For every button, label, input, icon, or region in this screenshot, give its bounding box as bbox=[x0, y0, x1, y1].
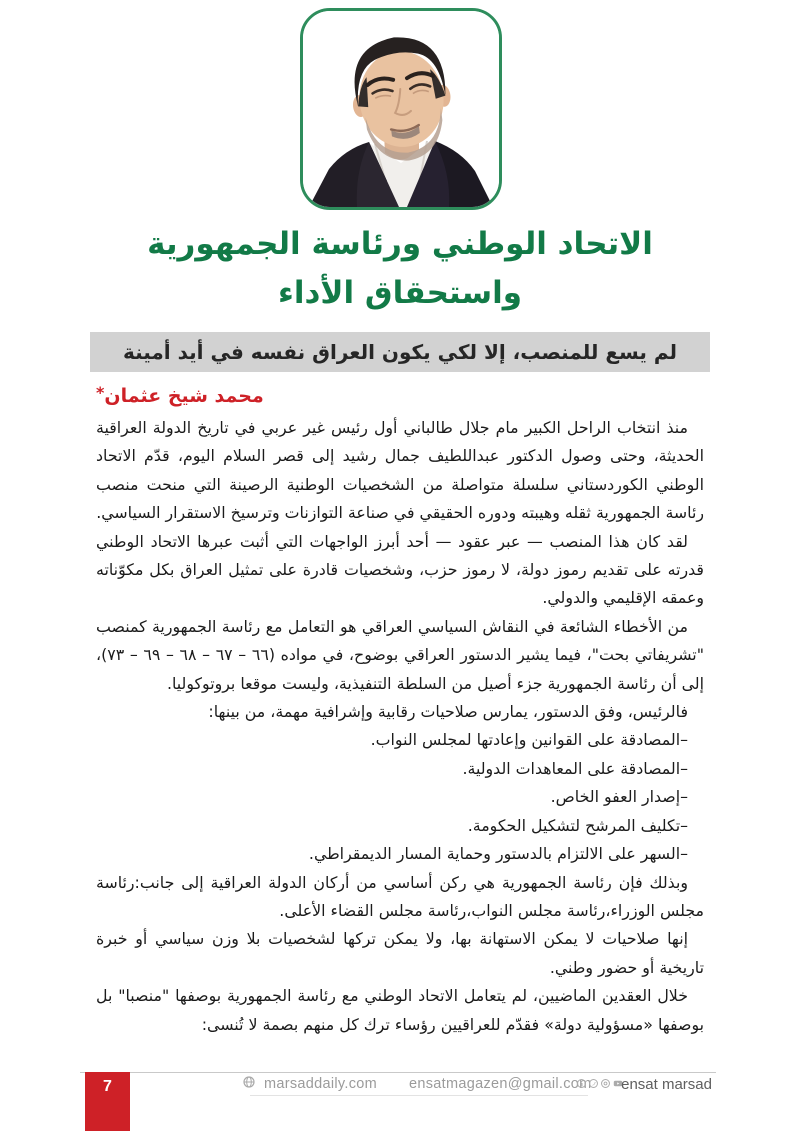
author-footnote-star: * bbox=[96, 383, 105, 402]
article-body bbox=[96, 414, 704, 1039]
twitter-icon[interactable] bbox=[589, 1079, 598, 1088]
subtitle-banner: لم يسع للمنصب، إلا لكي يكون العراق نفسه في أيد أمينة bbox=[90, 332, 710, 372]
author-portrait-image bbox=[303, 11, 499, 207]
website-link[interactable]: marsaddaily.com bbox=[264, 1076, 378, 1092]
president-power-item: –المصادقة على المعاهدات الدولية. bbox=[462, 758, 688, 778]
article-title-line1: الاتحاد الوطني ورئاسة الجمهورية bbox=[147, 226, 653, 262]
author-photo-frame bbox=[300, 8, 502, 210]
brand-name: ensat marsad bbox=[621, 1076, 712, 1093]
president-power-item: –إصدار العفو الخاص. bbox=[550, 787, 688, 807]
body-paragraph: منذ انتخاب الراحل الكبير مام جلال طالباني أول رئيس غير عربي في تاريخ الدولة العراقية الحديثة، وحتى وصول الدكتور عبداللطيف جمال رشيد إلى قصر السلام اليوم، قدّم الاتحاد الوطني الكوردستاني سلسلة متواصلة من الشخصيات الوطنية الرصينة التي منحت منصب رئاسة الجمهورية ثقله وهيبته ودوره الحقيقي في صناعة التوازنات وترسيخ الاستقرار السياسي. bbox=[96, 418, 704, 523]
footer-links bbox=[243, 1076, 592, 1092]
body-paragraph: إنها صلاحيات لا يمكن الاستهانة بها، ولا يمكن تركها لشخصيات بلا وزن سياسي أو خبرة تاريخية أو حضور وطني. bbox=[96, 929, 704, 977]
president-power-item: –السهر على الالتزام بالدستور وحماية المسار الديمقراطي. bbox=[308, 844, 688, 864]
president-power-item: –تكليف المرشح لتشكيل الحكومة. bbox=[467, 815, 688, 835]
body-paragraph: خلال العقدين الماضيين، لم يتعامل الاتحاد الوطني مع رئاسة الجمهورية بوصفها "منصبا" بل بوصفها «مسؤولية دولة» فقدّم للعراقيين رؤساء ترك كل منهم بصمة لا تُنسى: bbox=[96, 986, 704, 1034]
footer-divider bbox=[80, 1072, 716, 1073]
page-number-badge: 7 bbox=[85, 1072, 130, 1131]
globe-icon bbox=[243, 1076, 255, 1092]
email-link[interactable]: ensatmagazen@gmail.com bbox=[409, 1076, 592, 1092]
author-byline bbox=[96, 385, 264, 407]
president-power-item: –المصادقة على القوانين وإعادتها لمجلس النواب. bbox=[370, 730, 688, 750]
body-paragraph: من الأخطاء الشائعة في النقاش السياسي العراقي هو التعامل مع رئاسة الجمهورية كمنصب "تشريفاتي بحت"، فيما يشير الدستور العراقي بوضوح، في مواده (٦٦ – ٦٧ – ٦٨ – ٦٩ – ٧٣)، إلى أن رئاسة الجمهورية جزء أصيل من السلطة التنفيذية، وليست موقعا بروتوكوليا. bbox=[96, 616, 704, 693]
article-title bbox=[0, 220, 800, 318]
article-title-line2: واستحقاق الأداء bbox=[278, 275, 522, 311]
body-paragraph: فالرئيس، وفق الدستور، يمارس صلاحيات رقابية وإشرافية مهمة، من بينها: bbox=[208, 702, 688, 722]
social-icons bbox=[577, 1079, 623, 1088]
instagram-icon[interactable] bbox=[601, 1079, 610, 1088]
facebook-icon[interactable] bbox=[577, 1079, 586, 1088]
body-paragraph: لقد كان هذا المنصب — عبر عقود — أحد أبرز الواجهات التي أثبت عبرها الاتحاد الوطني قدرته على تقديم رموز دولة، لا رموز حزب، وشخصيات قادرة على تمثيل العراق بكل مكوّناته وعمقه الإقليمي والدولي. bbox=[96, 531, 704, 608]
footer-links-underline bbox=[250, 1095, 588, 1096]
author-name: محمد شيخ عثمان bbox=[104, 385, 264, 407]
body-paragraph: وبذلك فإن رئاسة الجمهورية هي ركن أساسي من أركان الدولة العراقية إلى جانب:رئاسة مجلس الوزراء،رئاسة مجلس النواب،رئاسة مجلس القضاء الأعلى. bbox=[96, 872, 704, 920]
